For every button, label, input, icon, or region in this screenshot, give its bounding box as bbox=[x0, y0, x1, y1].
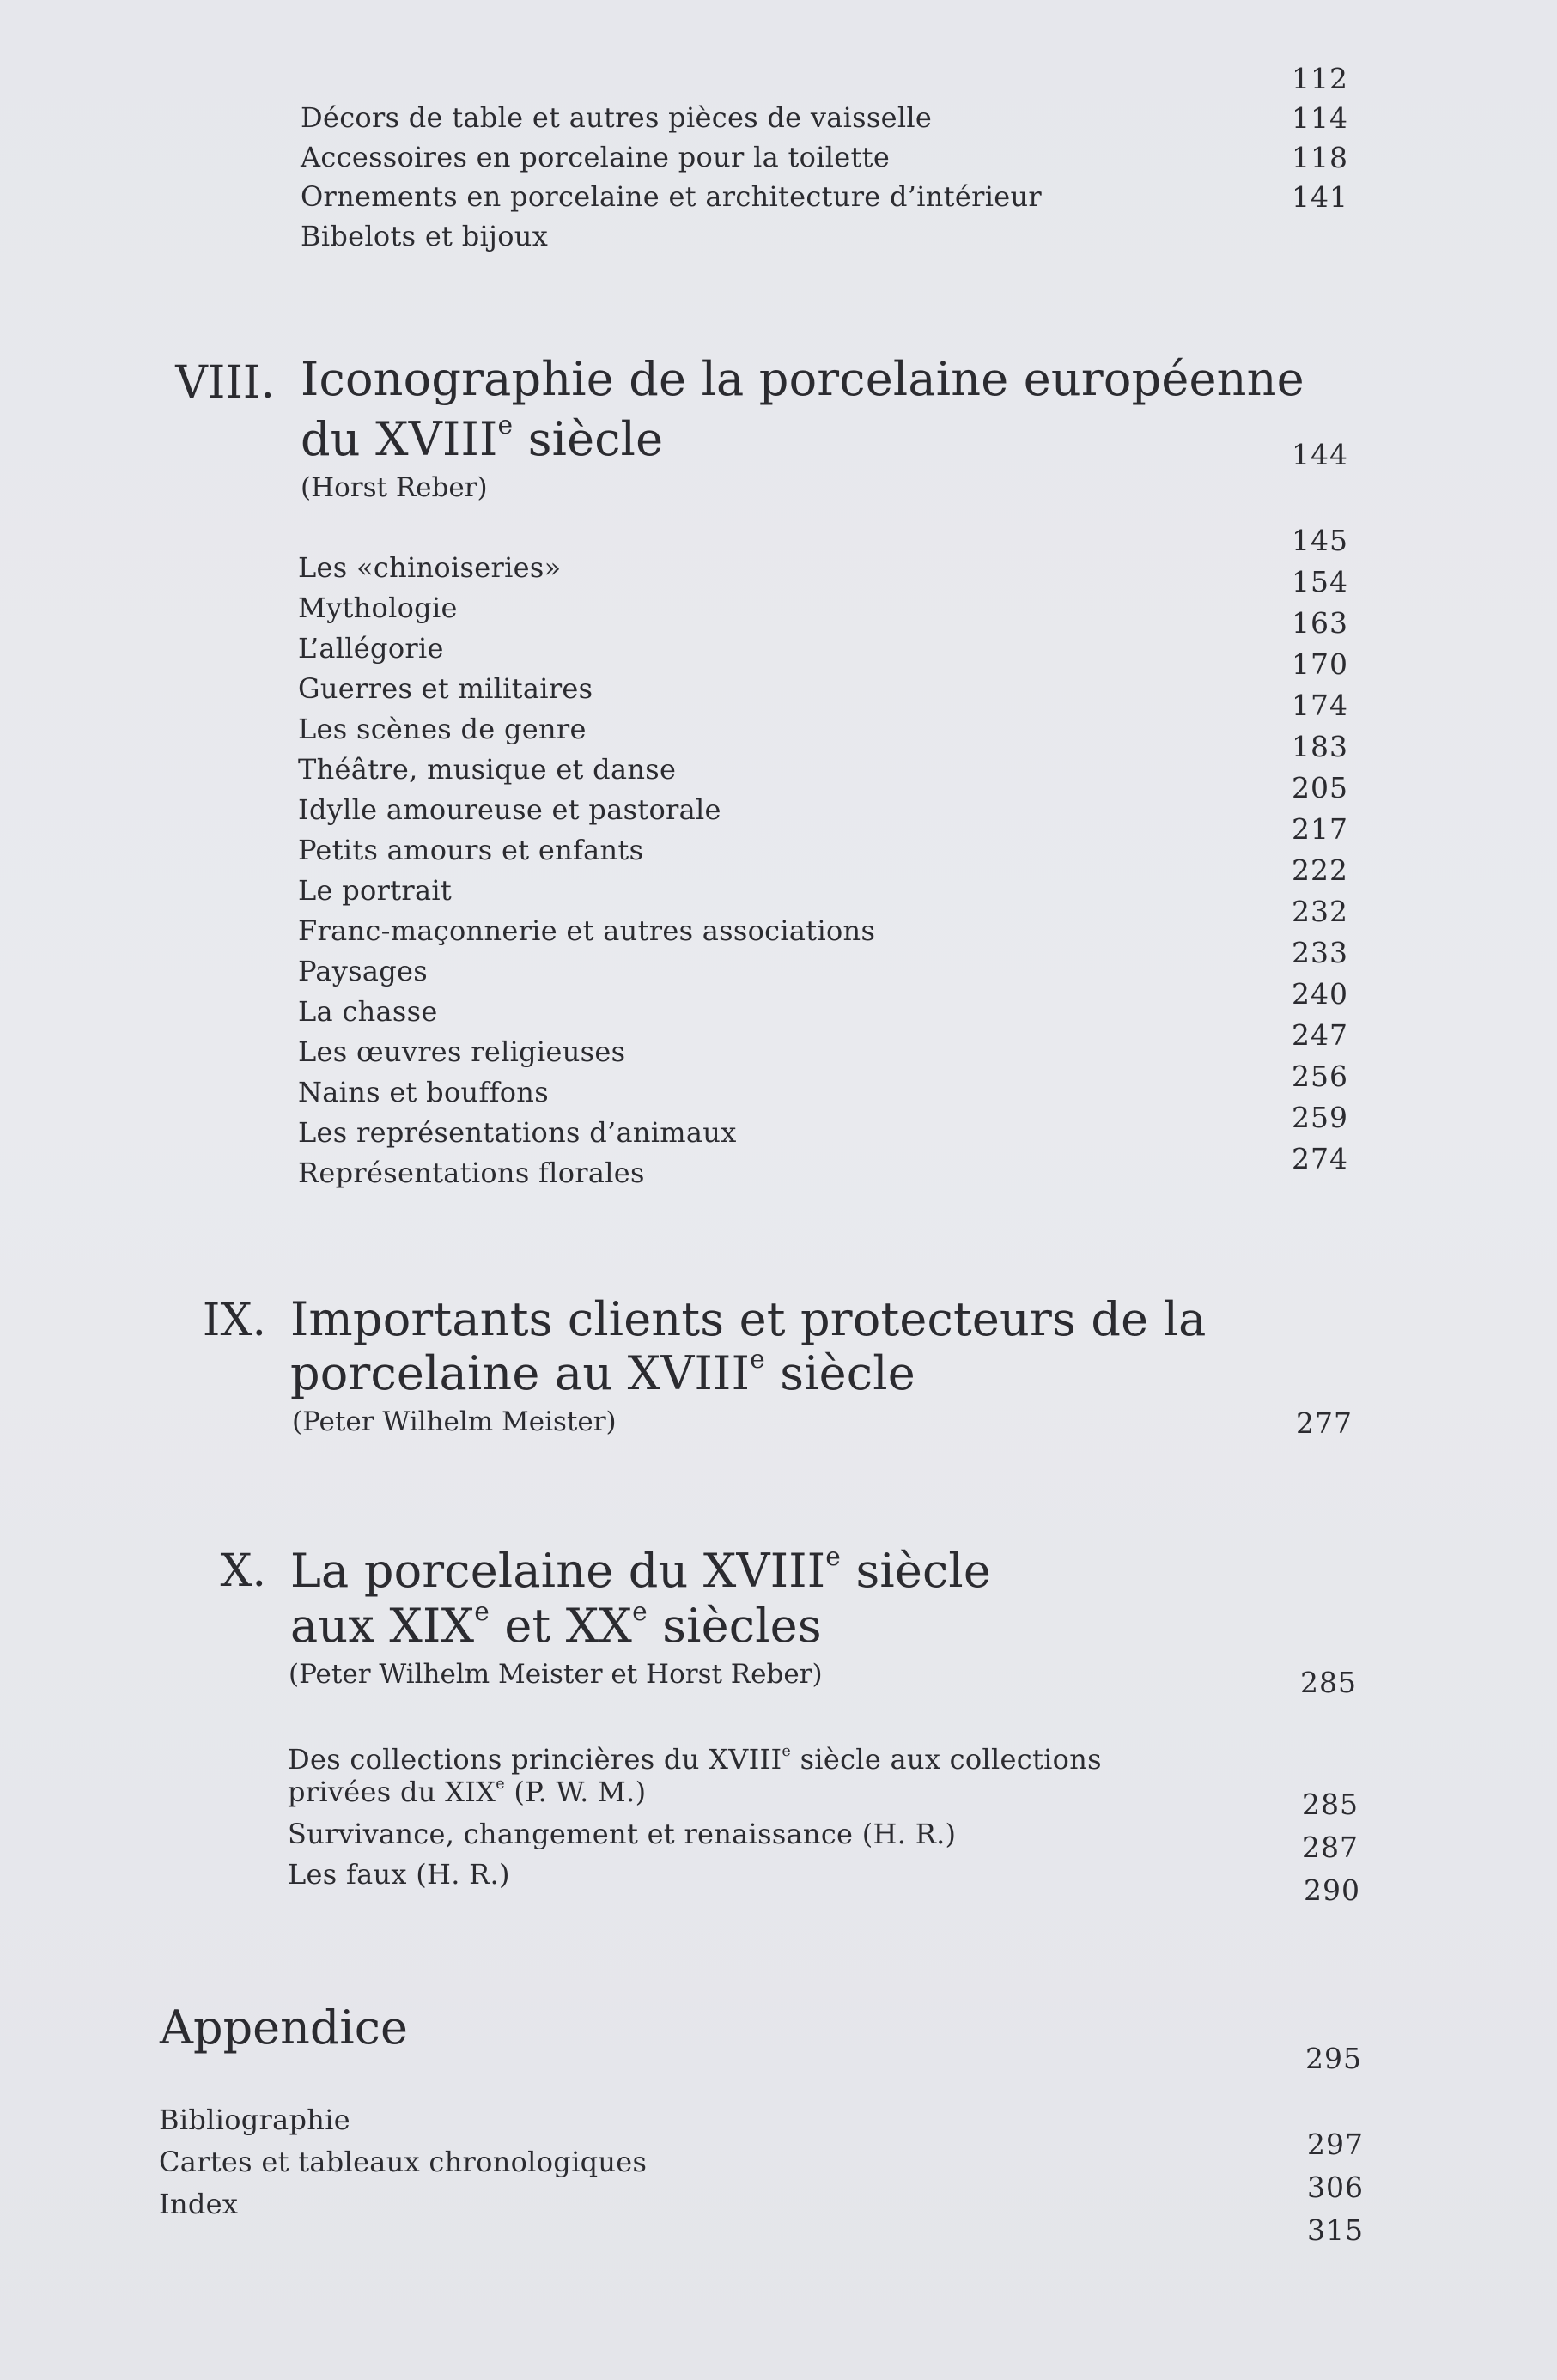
toc-entry: Paysages bbox=[298, 955, 428, 987]
toc-entry: L’allégorie bbox=[298, 632, 444, 665]
toc-entry: Mythologie bbox=[298, 592, 458, 624]
toc-entry: Accessoires en porcelaine pour la toilette bbox=[301, 141, 891, 173]
page-number: 295 bbox=[1305, 2042, 1362, 2075]
toc-entry: Bibelots et bijoux bbox=[301, 220, 549, 252]
section-title: La porcelaine du XVIIIe siècle bbox=[290, 1541, 992, 1598]
page-number: 154 bbox=[1292, 565, 1348, 598]
toc-entry: Les œuvres religieuses bbox=[298, 1035, 626, 1068]
toc-entry: Le portrait bbox=[298, 874, 453, 907]
section-author: (Peter Wilhelm Meister) bbox=[292, 1406, 617, 1437]
page-number: 114 bbox=[1292, 101, 1348, 135]
appendix-title: Appendice bbox=[160, 2001, 408, 2055]
page-number: 297 bbox=[1307, 2128, 1364, 2161]
page-number: 145 bbox=[1292, 524, 1348, 557]
page-number: 144 bbox=[1292, 438, 1348, 471]
section-author: (Horst Reber) bbox=[301, 472, 488, 503]
toc-entry: Les représentations d’animaux bbox=[298, 1116, 737, 1149]
page-number: 232 bbox=[1292, 895, 1348, 928]
section-title: du XVIIIe siècle bbox=[301, 410, 664, 466]
toc-entry: Ornements en porcelaine et architecture d’intérieur bbox=[301, 180, 1042, 213]
toc-entry: Petits amours et enfants bbox=[298, 834, 644, 866]
page-number: 285 bbox=[1302, 1788, 1359, 1821]
toc-entry: Survivance, changement et renaissance (H. R.) bbox=[288, 1818, 957, 1850]
toc-entry: Décors de table et autres pièces de vaisselle bbox=[301, 101, 933, 134]
page-number: 174 bbox=[1292, 689, 1348, 722]
toc-entry: Cartes et tableaux chronologiques bbox=[159, 2146, 648, 2178]
toc-entry: Idylle amoureuse et pastorale bbox=[298, 793, 721, 826]
section-numeral: VIII. bbox=[175, 357, 275, 409]
toc-entry: Les faux (H. R.) bbox=[288, 1858, 510, 1891]
page-number: 183 bbox=[1292, 730, 1348, 763]
page-number: 306 bbox=[1307, 2171, 1364, 2204]
page-number: 274 bbox=[1292, 1142, 1348, 1175]
toc-entry: Nains et bouffons bbox=[298, 1076, 549, 1108]
toc-entry: La chasse bbox=[298, 995, 438, 1028]
toc-entry: Franc-maçonnerie et autres associations bbox=[298, 914, 876, 947]
toc-entry: Des collections princières du XVIIIe siècle aux collections bbox=[288, 1743, 1102, 1776]
page-number: 259 bbox=[1292, 1101, 1348, 1134]
page-number: 247 bbox=[1292, 1018, 1348, 1052]
toc-entry: Index bbox=[159, 2188, 239, 2220]
section-title: aux XIXe et XXe siècles bbox=[290, 1596, 822, 1653]
page-number: 290 bbox=[1304, 1873, 1360, 1907]
section-title: Importants clients et protecteurs de la bbox=[290, 1292, 1207, 1346]
page-number: 277 bbox=[1296, 1406, 1353, 1440]
page-number: 222 bbox=[1292, 853, 1348, 887]
toc-entry: Représentations florales bbox=[298, 1157, 645, 1189]
toc-entry: Guerres et militaires bbox=[298, 672, 593, 705]
page-number: 315 bbox=[1307, 2213, 1364, 2247]
page-number: 217 bbox=[1292, 812, 1348, 846]
section-author: (Peter Wilhelm Meister et Horst Reber) bbox=[289, 1659, 823, 1690]
page-number: 141 bbox=[1292, 180, 1348, 214]
section-title: Iconographie de la porcelaine européenne bbox=[301, 352, 1305, 406]
page-number: 170 bbox=[1292, 647, 1348, 681]
page-number: 205 bbox=[1292, 771, 1348, 804]
toc-entry: Les scènes de genre bbox=[298, 713, 587, 745]
toc-entry: Bibliographie bbox=[159, 2104, 350, 2136]
page-number: 233 bbox=[1292, 936, 1348, 969]
page-number: 240 bbox=[1292, 977, 1348, 1011]
page-number: 287 bbox=[1302, 1831, 1359, 1864]
section-numeral: X. bbox=[220, 1545, 266, 1597]
page-number: 163 bbox=[1292, 606, 1348, 640]
page-number: 256 bbox=[1292, 1059, 1348, 1093]
toc-entry: Les «chinoiseries» bbox=[298, 551, 562, 584]
section-numeral: IX. bbox=[202, 1295, 266, 1346]
section-title: porcelaine au XVIIIe siècle bbox=[290, 1344, 915, 1400]
toc-entry: Théâtre, musique et danse bbox=[298, 753, 677, 786]
page-number: 112 bbox=[1292, 62, 1348, 95]
page-number: 118 bbox=[1292, 141, 1348, 174]
page-number: 285 bbox=[1300, 1666, 1357, 1699]
toc-entry: privées du XIXe (P. W. M.) bbox=[288, 1776, 647, 1808]
